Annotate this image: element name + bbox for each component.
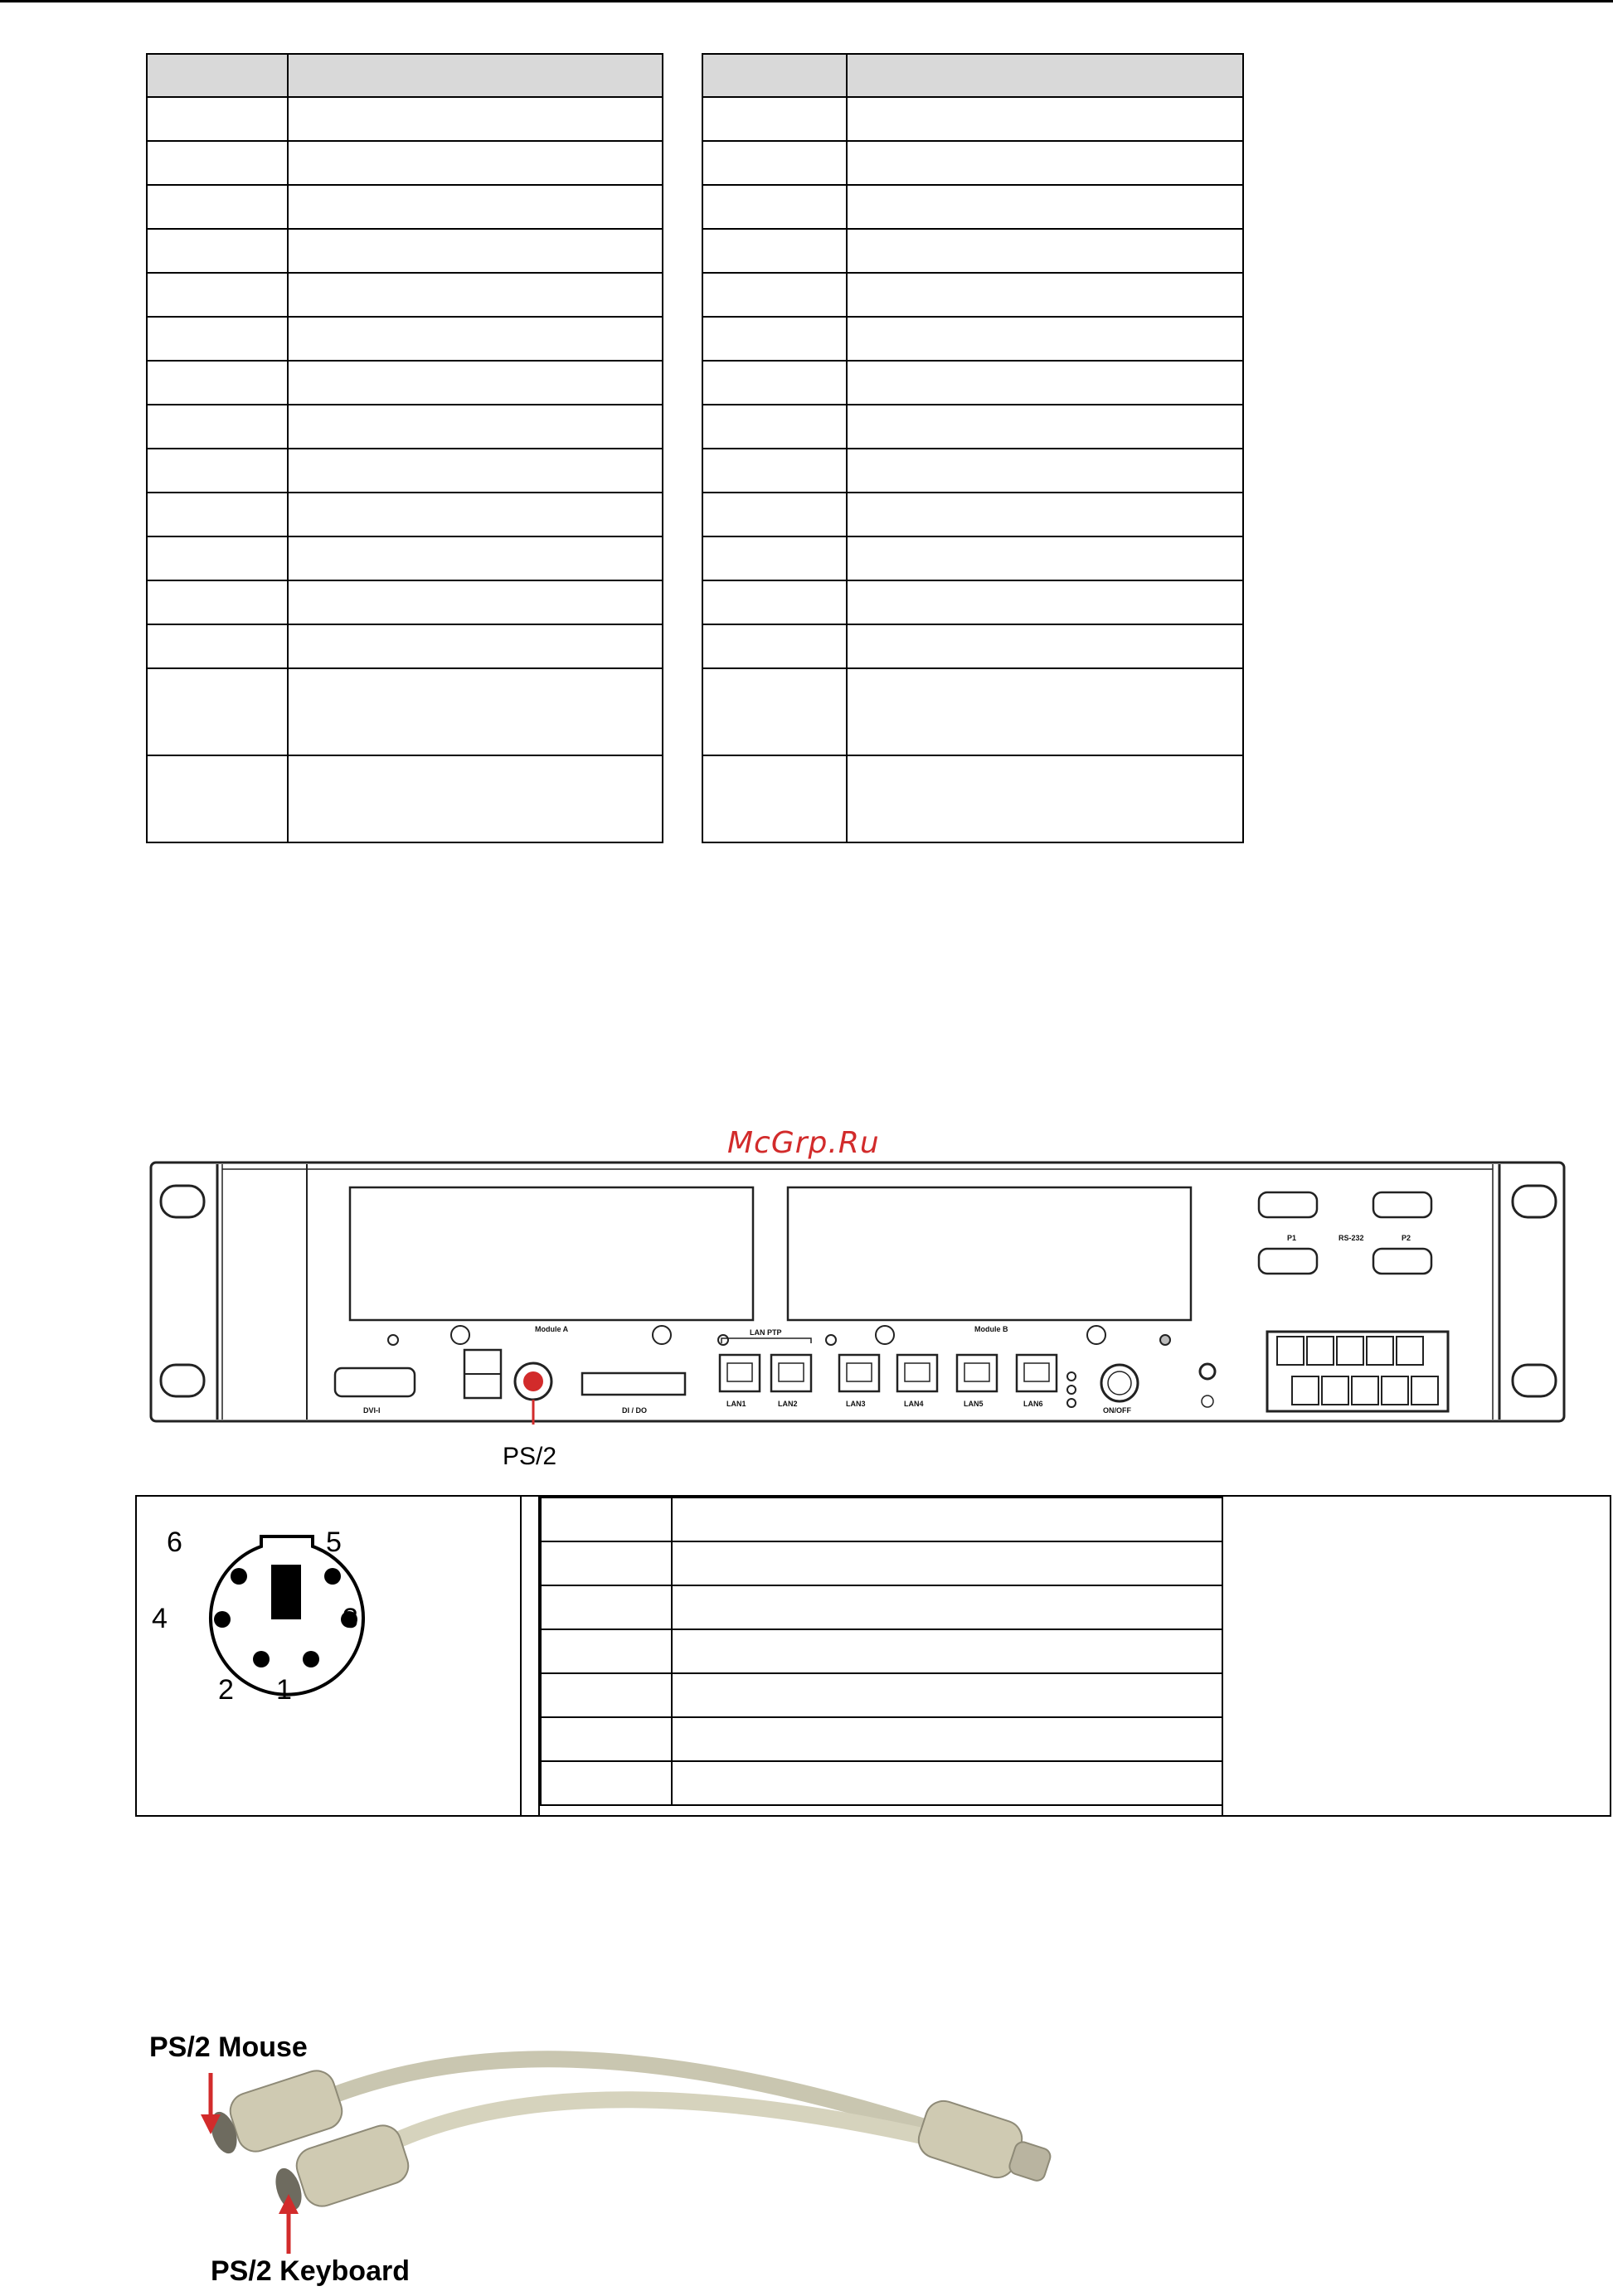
din-pin-5-label: 5 [326,1527,342,1558]
dido-label: DI / DO [622,1406,648,1415]
ps2-pinout-block [135,1495,1611,1817]
ps2-callout-label: PS/2 [503,1443,557,1470]
lan-port-label-6: LAN6 [1023,1400,1043,1408]
lan-port-label-5: LAN5 [964,1400,984,1408]
module-a-bay [350,1187,753,1320]
table-row [147,229,1243,273]
ps2-port-highlight [523,1371,543,1391]
table-row [541,1629,1222,1673]
lan-port-5 [957,1355,997,1391]
rack-hole [1513,1365,1556,1396]
table-row [541,1497,1222,1541]
table-row [147,755,1243,842]
dido-connector [582,1373,685,1395]
din-pin-6-label: 6 [167,1527,182,1558]
table-row [147,97,1243,141]
table-row [541,1585,1222,1629]
table-row [541,1761,1222,1805]
table-header-cell [847,54,1243,97]
table-row [541,1717,1222,1761]
lan-port-label-4: LAN4 [904,1400,924,1408]
table-row [147,405,1243,449]
lan-port-3 [839,1355,879,1391]
table-header-cell [702,54,847,97]
ps2-male-connector [914,2096,1052,2182]
watermark-text: McGrp.Ru [727,1126,880,1160]
table-header-cell [288,54,663,97]
table-row [541,1541,1222,1585]
rear-panel-diagram [149,1159,1567,1425]
table-row [147,273,1243,317]
onoff-label: ON/OFF [1103,1406,1131,1415]
lan-port-label-2: LAN2 [778,1400,798,1408]
dvi-port [335,1368,415,1396]
table-row [147,317,1243,361]
table-row [147,493,1243,536]
din-pin-4-label: 4 [152,1603,168,1634]
din-pin-3-label: 3 [343,1603,358,1634]
lan-port-1 [720,1355,760,1391]
table-row [147,536,1243,580]
ground-screw [1200,1364,1215,1379]
pin-assignment-table [146,53,1244,843]
rs232-p2-label: P2 [1402,1234,1411,1242]
table-gap-cell [663,54,702,97]
table-header-cell [147,54,288,97]
rack-hole [161,1365,204,1396]
lan-port-label-1: LAN1 [726,1400,746,1408]
rs232-label: RS-232 [1338,1234,1364,1242]
table-row [541,1673,1222,1717]
module-a-label: Module A [535,1325,569,1333]
lan-port-4 [897,1355,937,1391]
table-row [147,361,1243,405]
lan-port-label-3: LAN3 [846,1400,866,1408]
din-pin-1-label: 1 [276,1674,292,1706]
rack-hole [161,1186,204,1217]
lan-ptp-label: LAN PTP [750,1328,782,1337]
module-b-bay [788,1187,1191,1320]
table-row [147,185,1243,229]
ps2-notes-cell [1222,1497,1611,1815]
rack-hole [1513,1186,1556,1217]
lan-port-2 [771,1355,811,1391]
ps2-pin-table [540,1497,1223,1806]
table-row [147,668,1243,755]
ps2-mouse-label: PS/2 Mouse [149,2031,308,2063]
ground-icon [1202,1396,1213,1407]
table-row [147,624,1243,668]
page-top-rule [0,0,1613,2]
dvi-label: DVI-I [363,1406,381,1415]
table-header-row [147,54,1243,97]
table-row [147,449,1243,493]
ps2-keyboard-label: PS/2 Keyboard [211,2255,410,2287]
rs232-p1-label: P1 [1287,1234,1297,1242]
din-pin-2-label: 2 [218,1674,234,1706]
module-b-label: Module B [974,1325,1008,1333]
table-row [147,580,1243,624]
lan-port-6 [1017,1355,1057,1391]
din-key [271,1565,301,1619]
ps2-block-divider [520,1497,540,1815]
ps2-y-cable-photo [141,1990,1169,2296]
table-row [147,141,1243,185]
